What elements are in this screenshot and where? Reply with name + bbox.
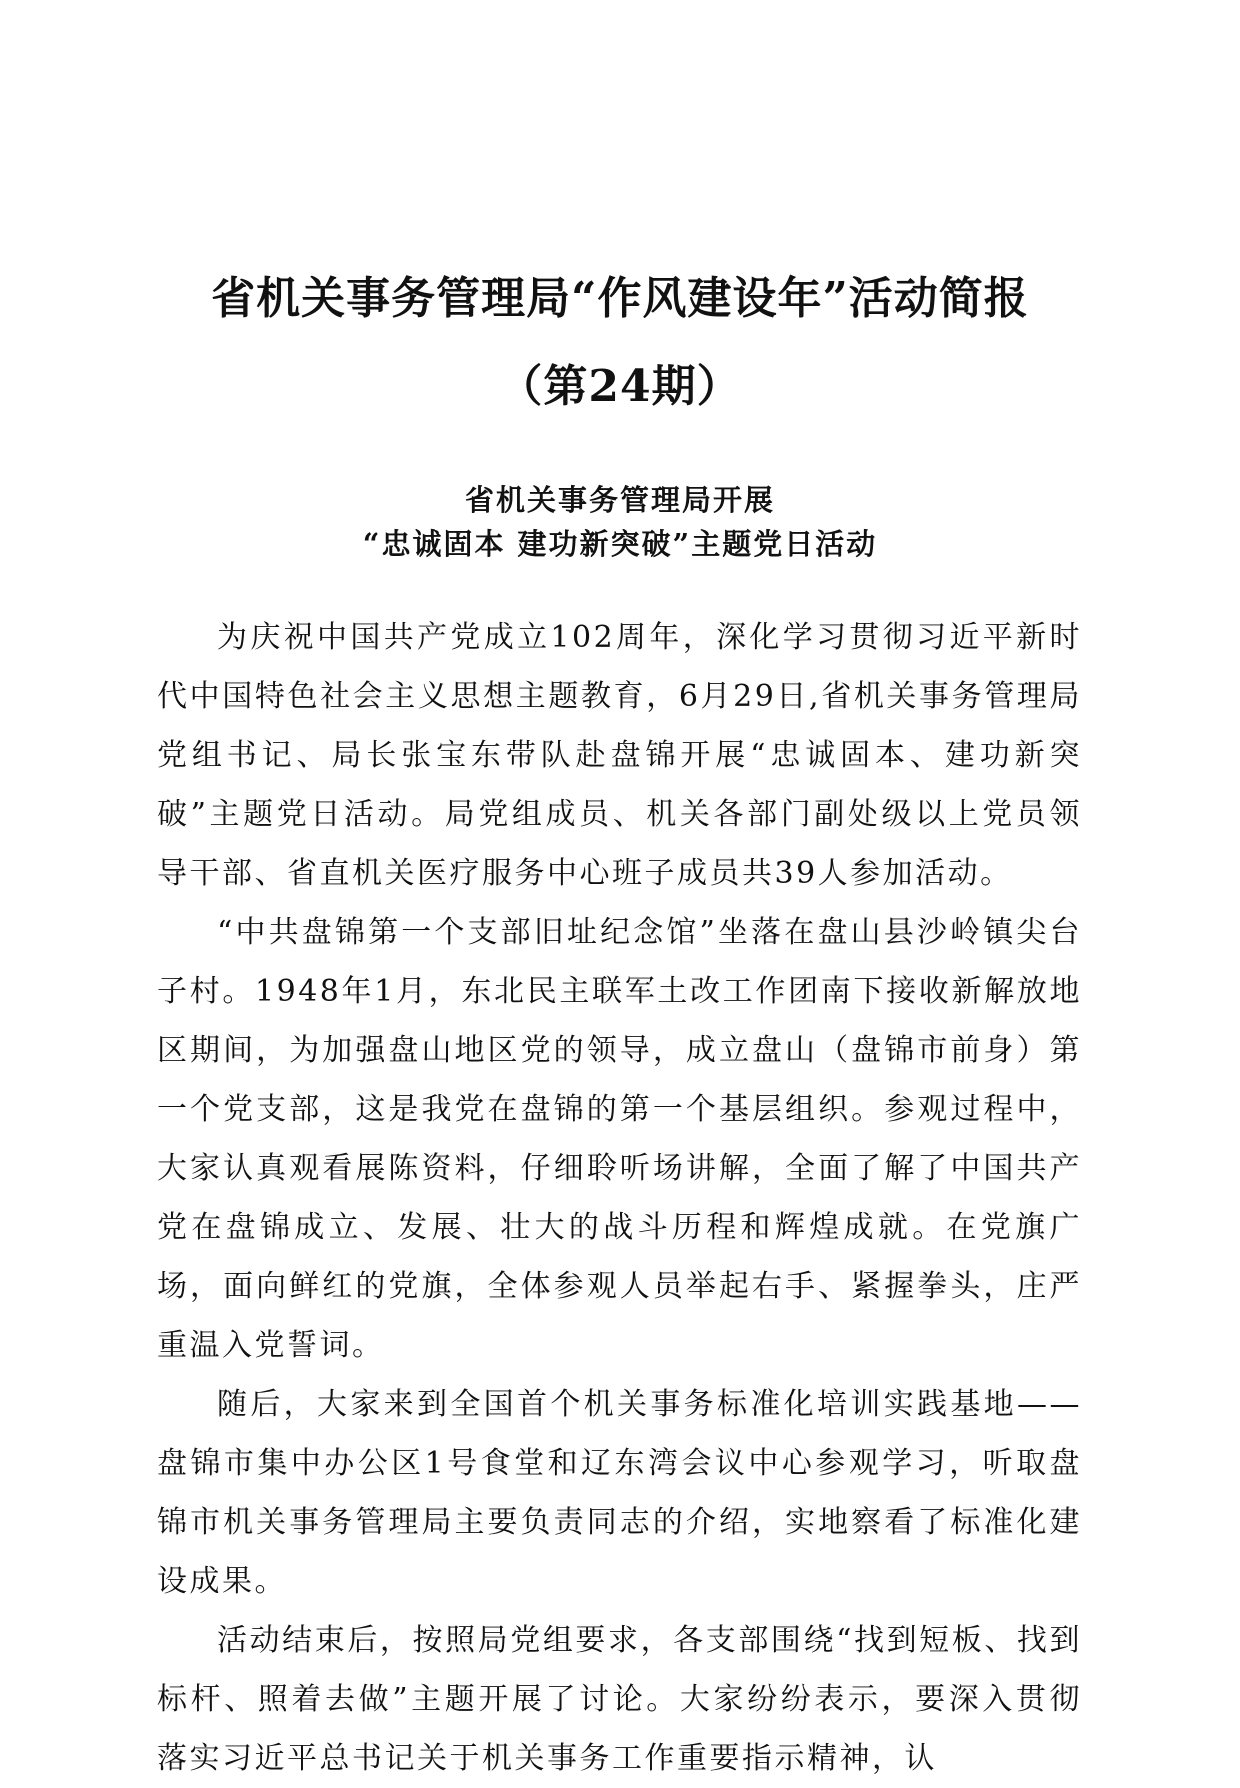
article-title-line1: 省机关事务管理局开展 <box>464 483 775 517</box>
paragraph-1: 为庆祝中国共产党成立102周年，深化学习贯彻习近平新时代中国特色社会主义思想主题教育，6月29日,省机关事务管理局党组书记、局长张宝东带队赴盘锦开展“忠诚固本、建功新突破”主题党日活动。局党组成员、机关各部门副处级以上党员领导干部、省直机关医疗服务中心班子成员共39人参加活动。 <box>157 620 1082 891</box>
article-body <box>157 608 1082 1788</box>
article-title-line2: “忠诚固本 建功新突破”主题党日活动 <box>362 527 878 561</box>
paragraph-4: 活动结束后，按照局党组要求，各支部围绕“找到短板、找到标杆、照着去做”主题开展了讨论。大家纷纷表示，要深入贯彻落实习近平总书记关于机关事务工作重要指示精神，认 <box>157 1623 1082 1776</box>
issue-number: （第24期） <box>498 361 742 412</box>
paragraph-3: 随后，大家来到全国首个机关事务标准化培训实践基地——盘锦市集中办公区1号食堂和辽东湾会议中心参观学习，听取盘锦市机关事务管理局主要负责同志的介绍，实地察看了标准化建设成果。 <box>157 1387 1082 1599</box>
bulletin-title: 省机关事务管理局“作风建设年”活动简报 <box>211 273 1029 324</box>
paragraph-2: “中共盘锦第一个支部旧址纪念馆”坐落在盘山县沙岭镇尖台子村。1948年1月，东北民主联军土改工作团南下接收新解放地区期间，为加强盘山地区党的领导，成立盘山（盘锦市前身）第一个党支部，这是我党在盘锦的第一个基层组织。参观过程中，大家认真观看展陈资料，仔细聆听场讲解，全面了解了中国共产党在盘锦成立、发展、壮大的战斗历程和辉煌成就。在党旗广场，面向鲜红的党旗，全体参观人员举起右手、紧握拳头，庄严重温入党誓词。 <box>157 915 1082 1363</box>
